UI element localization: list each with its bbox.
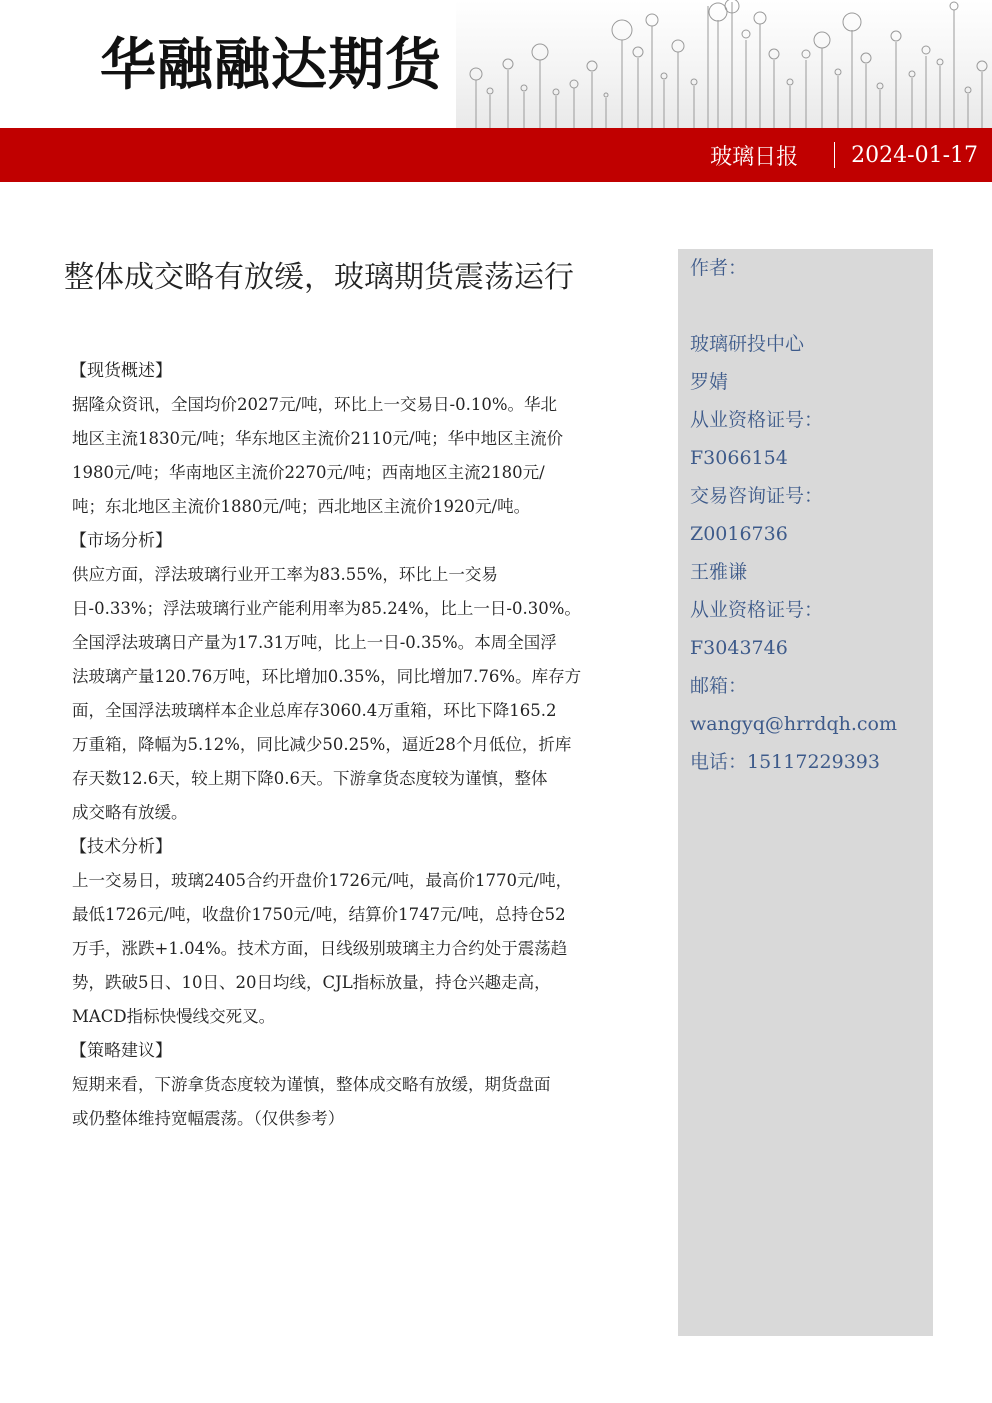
qualification-number: F3066154 <box>690 447 788 469</box>
report-title: 整体成交略有放缓，玻璃期货震荡运行 <box>64 260 574 295</box>
paragraph-line: 日-0.33%；浮法玻璃行业产能利用率为85.24%，比上一日-0.30%。 <box>72 599 581 618</box>
paragraph-line: 法玻璃产量120.76万吨，环比增加0.35%，同比增加7.76%。库存方 <box>72 667 582 686</box>
section-heading: 【市场分析】 <box>70 531 172 551</box>
author-label: 作者： <box>690 257 748 279</box>
paragraph-line: 吨；东北地区主流价1880元/吨；西北地区主流价1920元/吨。 <box>72 497 531 516</box>
paragraph-line: 据隆众资讯，全国均价2027元/吨，环比上一交易日-0.10%。华北 <box>72 395 558 414</box>
phone-number: 电话：15117229393 <box>690 751 880 773</box>
paragraph-line: 或仍整体维持宽幅震荡。（仅供参考） <box>72 1109 345 1128</box>
author-info <box>690 249 930 781</box>
paragraph-line: MACD指标快慢线交死叉。 <box>72 1007 276 1026</box>
report-date: 2024-01-17 <box>851 142 978 168</box>
paragraph-line: 最低1726元/吨，收盘价1750元/吨，结算价1747元/吨，总持仓52 <box>72 905 566 924</box>
paragraph-line: 供应方面，浮法玻璃行业开工率为83.55%，环比上一交易 <box>72 565 498 584</box>
author-sidebar <box>678 249 933 1336</box>
paragraph-line: 地区主流1830元/吨；华东地区主流价2110元/吨；华中地区主流价 <box>72 429 564 448</box>
header-band-content <box>710 128 978 182</box>
section-heading: 【现货概述】 <box>70 361 172 381</box>
section-spot-overview <box>72 354 632 524</box>
email-address[interactable]: wangyq@hrrdqh.com <box>690 713 897 735</box>
paragraph-line: 面，全国浮法玻璃样本企业总库存3060.4万重箱，环比下降165.2 <box>72 701 557 720</box>
paragraph-line: 势，跌破5日、10日、20日均线，CJL指标放量，持仓兴趣走高， <box>72 973 551 992</box>
author-name: 王雅谦 <box>690 561 748 583</box>
qualification-label: 从业资格证号： <box>690 409 824 431</box>
section-strategy <box>72 1034 632 1136</box>
header-divider <box>834 142 835 168</box>
paragraph-line: 万手，涨跌+1.04%。技术方面，日线级别玻璃主力合约处于震荡趋 <box>72 939 568 958</box>
email-label: 邮箱： <box>690 675 748 697</box>
qualification-label: 从业资格证号： <box>690 599 824 621</box>
paragraph-line: 全国浮法玻璃日产量为17.31万吨，比上一日-0.35%。本周全国浮 <box>72 633 557 652</box>
paragraph-line: 上一交易日，玻璃2405合约开盘价1726元/吨，最高价1770元/吨， <box>72 871 573 890</box>
paragraph-line: 短期来看，下游拿货态度较为谨慎，整体成交略有放缓，期货盘面 <box>72 1075 551 1094</box>
section-heading: 【策略建议】 <box>70 1041 172 1061</box>
report-body <box>72 354 632 1136</box>
paragraph-line: 存天数12.6天，较上期下降0.6天。下游拿货态度较为谨慎，整体 <box>72 769 548 788</box>
paragraph-line: 成交略有放缓。 <box>72 803 188 822</box>
section-technical-analysis <box>72 830 632 1034</box>
research-center: 玻璃研投中心 <box>690 333 805 355</box>
header-band <box>0 128 992 182</box>
consulting-label: 交易咨询证号： <box>690 485 824 507</box>
consulting-number: Z0016736 <box>690 523 788 545</box>
company-logo-text: 华融融达期货 <box>100 33 442 98</box>
paragraph-line: 1980元/吨；华南地区主流价2270元/吨；西南地区主流2180元/ <box>72 463 545 482</box>
report-type-label: 玻璃日报 <box>710 144 799 170</box>
author-name: 罗婧 <box>690 371 729 393</box>
section-market-analysis <box>72 524 632 830</box>
header-decoration <box>456 0 992 128</box>
section-heading: 【技术分析】 <box>70 837 172 857</box>
paragraph-line: 万重箱，降幅为5.12%，同比减少50.25%，逼近28个月低位，折库 <box>72 735 572 754</box>
decorative-pins-graphic <box>456 0 992 128</box>
qualification-number: F3043746 <box>690 637 788 659</box>
